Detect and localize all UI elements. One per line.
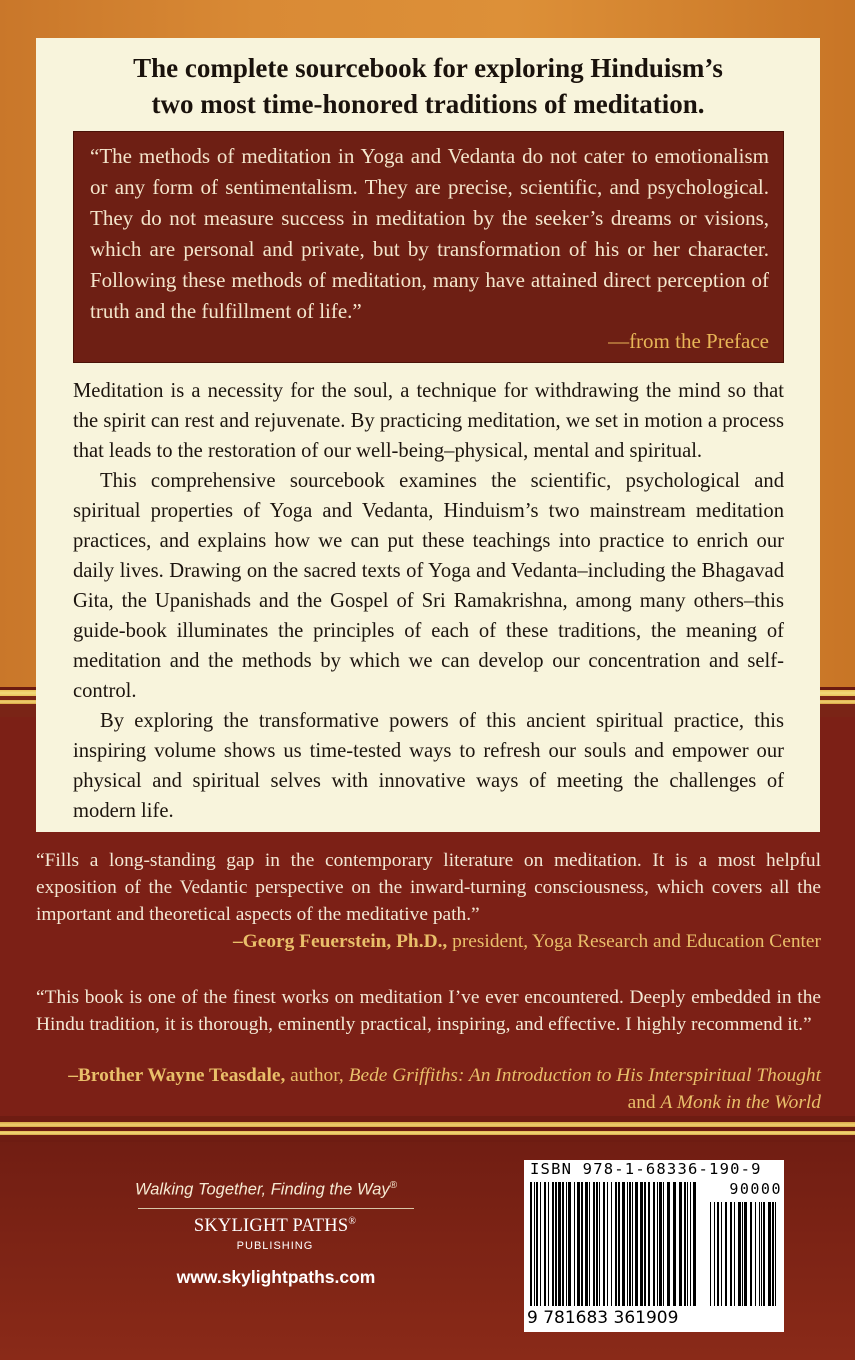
barcode-bar xyxy=(611,1182,612,1306)
barcode-bars xyxy=(524,1180,784,1308)
barcode-bar xyxy=(690,1182,691,1306)
barcode-bar xyxy=(622,1182,625,1306)
preface-quote-text: “The methods of meditation in Yoga and Vedanta do not cater to emotionalism or any form of sentimentalism. They are precise, scientific, and psychological. They do not measure success in meditation by the seeker’s dreams or visions, which are personal and private, but by transformation of his or her character. Following these methods of meditation, many have attained direct perception of truth and the fulfillment of life.” xyxy=(90,144,769,323)
tagline-reg-mark: ® xyxy=(389,1180,398,1191)
barcode-bar xyxy=(607,1182,608,1306)
barcode-bar xyxy=(577,1182,580,1306)
barcode-bar xyxy=(659,1182,662,1306)
endorsement-quote-2: “This book is one of the finest works on meditation I’ve ever encountered. Deeply embedded in the Hindu tradition, it is thorough, eminently practical, inspiring, and effective. I highly recommend it.” xyxy=(36,987,821,1035)
barcode-bar xyxy=(548,1182,549,1306)
barcode-bar xyxy=(603,1182,605,1306)
barcode-bar xyxy=(710,1202,711,1306)
barcode-bar xyxy=(632,1182,633,1306)
publisher-website: www.skylightpaths.com xyxy=(176,1267,376,1287)
tagline-text: Walking Together, Finding the Way xyxy=(134,1180,390,1199)
barcode-bar xyxy=(755,1202,756,1306)
bottom-gold-stripe xyxy=(0,1122,855,1142)
barcode-bar xyxy=(558,1182,561,1306)
barcode-bar xyxy=(544,1182,546,1306)
barcode-bar xyxy=(555,1182,557,1306)
barcode-bar xyxy=(761,1202,762,1306)
endorsement-quote-1: “Fills a long-standing gap in the contemporary literature on meditation. It is a most helpful exposition of the Vedantic perspective on the inward-turning consciousness, which covers all the important and theoretical aspects of the meditative path.” xyxy=(36,850,821,925)
isbn-digits: 9 781683 361909 xyxy=(527,1308,679,1328)
publisher-divider xyxy=(138,1208,414,1209)
barcode-bar xyxy=(768,1202,771,1306)
barcode-bar xyxy=(679,1182,682,1306)
barcode-bar xyxy=(640,1182,643,1306)
publisher-reg-mark: ® xyxy=(348,1216,357,1227)
barcode-bar xyxy=(627,1182,628,1306)
barcode-bar xyxy=(552,1182,554,1306)
barcode-bar xyxy=(738,1202,741,1306)
description-paragraph-3: By exploring the transformative powers of this ancient spiritual practice, this inspiring volume shows us time-tested ways to refresh our souls and empower our physical and spiritual selves with innovative ways of meeting the challenges of modern life. xyxy=(73,710,784,822)
barcode-bar xyxy=(714,1202,715,1306)
book-title-1: Bede Griffiths: An Introduction to His Interspiritual Thought xyxy=(348,1065,821,1086)
description xyxy=(73,376,784,826)
barcode-bar xyxy=(585,1182,588,1306)
barcode-bar xyxy=(673,1182,676,1306)
barcode-bar xyxy=(574,1182,575,1306)
barcode-bar xyxy=(721,1202,722,1306)
barcode-bar xyxy=(615,1182,617,1306)
barcode-bar xyxy=(725,1202,727,1306)
barcode-bar xyxy=(742,1202,743,1306)
barcode-bar xyxy=(599,1182,600,1306)
headline-line-1: The complete sourcebook for exploring Hinduism’s xyxy=(133,53,723,83)
barcode-bar xyxy=(744,1202,747,1306)
barcode-bar xyxy=(759,1202,760,1306)
barcode-bar xyxy=(734,1202,735,1306)
barcode-bar xyxy=(687,1182,688,1306)
barcode-bar xyxy=(648,1182,650,1306)
book-title-2: A Monk in the World xyxy=(660,1092,821,1113)
endorsement-attribution-1 xyxy=(36,928,821,955)
barcode-bar xyxy=(763,1202,765,1306)
barcode-bar xyxy=(568,1182,571,1306)
barcode-bar xyxy=(618,1182,620,1306)
barcode-bar xyxy=(644,1182,646,1306)
barcode-bar xyxy=(717,1202,719,1306)
headline xyxy=(36,50,820,122)
barcode-bar xyxy=(530,1182,532,1306)
barcode-bar xyxy=(684,1182,686,1306)
barcode-bar xyxy=(536,1182,538,1306)
barcode-bar xyxy=(730,1202,732,1306)
endorser-name-1: –Georg Feuerstein, Ph.D., xyxy=(232,931,448,952)
barcode-bar xyxy=(657,1182,658,1306)
publisher-name: SKYLIGHT PATHS xyxy=(193,1216,349,1237)
barcode-bar xyxy=(581,1182,583,1306)
barcode-bar xyxy=(663,1182,664,1306)
barcode-bar xyxy=(667,1182,670,1306)
barcode-bar xyxy=(693,1182,696,1306)
barcode-bar xyxy=(593,1182,595,1306)
barcode-bar xyxy=(596,1182,598,1306)
barcode-bar xyxy=(772,1202,774,1306)
barcode-bar xyxy=(566,1182,567,1306)
barcode-bar xyxy=(750,1202,752,1306)
publisher-tagline xyxy=(116,1180,416,1200)
barcode-bar xyxy=(653,1182,655,1306)
barcode-bar xyxy=(635,1182,638,1306)
barcode-bar xyxy=(629,1182,631,1306)
barcode-bar xyxy=(589,1182,590,1306)
description-paragraph-1: Meditation is a necessity for the soul, a technique for withdrawing the mind so that the spirit can rest and rejuvenate. By practicing meditation, we set in motion a process that leads to the restoration of our well-being–physical, mental and spiritual. xyxy=(73,380,784,462)
barcode-bar xyxy=(775,1202,776,1306)
isbn-label: ISBN 978-1-68336-190-9 xyxy=(530,1160,762,1178)
barcode-bar xyxy=(534,1182,535,1306)
publisher-logo xyxy=(140,1216,410,1237)
preface-quote-attribution: —from the Preface xyxy=(608,329,769,353)
endorser-and: and xyxy=(627,1092,661,1113)
publisher-sub: PUBLISHING xyxy=(236,1240,314,1252)
price-code: 90000 xyxy=(729,1180,782,1198)
barcode-bar xyxy=(540,1182,541,1306)
endorser-name-2: –Brother Wayne Teasdale, xyxy=(68,1065,286,1086)
endorsement-attribution-2 xyxy=(36,1062,821,1116)
endorser-role-2: author, xyxy=(285,1065,349,1086)
headline-line-2: two most time-honored traditions of meditation. xyxy=(151,89,705,119)
description-paragraph-2: This comprehensive sourcebook examines the scientific, psychological and spiritual properties of Yoga and Vedanta, Hinduism’s two mainstream meditation practices, and explains how we can put these teachings into practice to enrich our daily lives. Drawing on the sacred texts of Yoga and Vedanta–including the Bhagavad Gita, the Upanishads and the Gospel of Sri Ramakrishna, among many others–this guide-book illuminates the principles of each of these traditions, the meaning of meditation and the methods by which we can develop our concentration and self-control. xyxy=(73,470,784,702)
barcode-bar xyxy=(562,1182,564,1306)
endorser-role-1: president, Yoga Research and Education Center xyxy=(447,931,821,952)
